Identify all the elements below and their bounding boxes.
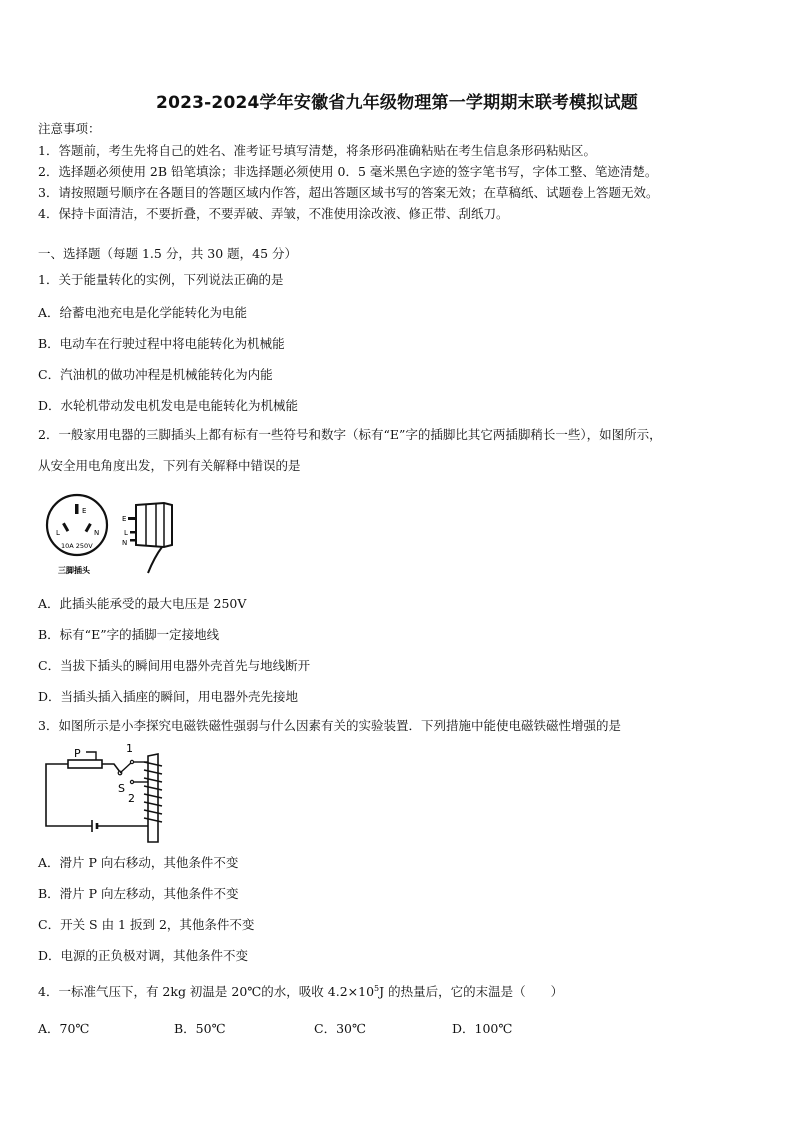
q2-option-c: C．当拔下插头的瞬间用电器外壳首先与地线断开 — [38, 658, 311, 673]
q2-option-b: B．标有“E”字的插脚一定接地线 — [38, 627, 220, 642]
q3-stem: 3．如图所示是小李探究电磁铁磁性强弱与什么因素有关的实验装置．下列措施中能使电磁铁磁性增强的是 — [38, 718, 621, 733]
notice-item-1: 1．答题前，考生先将自己的姓名、准考证号填写清楚，将条形码准确粘贴在考生信息条形码粘贴区。 — [38, 143, 596, 158]
wire-top — [102, 764, 120, 772]
pin-n-slot — [85, 523, 92, 532]
q4-option-b: B．50℃ — [174, 1021, 226, 1036]
wire-left — [46, 764, 92, 826]
pin-e-label: E — [82, 507, 87, 515]
label-2: 2 — [128, 792, 135, 805]
switch-blade — [120, 762, 132, 773]
rheostat — [68, 760, 102, 768]
q3-option-b: B．滑片 P 向左移动，其他条件不变 — [38, 886, 239, 901]
q3-option-d: D．电源的正负极对调，其他条件不变 — [38, 948, 249, 963]
figure-caption: 三脚插头 — [58, 566, 90, 575]
pin-e-side — [128, 517, 136, 520]
q1-stem: 1．关于能量转化的实例，下列说法正确的是 — [38, 272, 284, 287]
q2-option-a: A．此插头能承受的最大电压是 250V — [38, 596, 247, 611]
q2-stem-line2: 从安全用电角度出发，下列有关解释中错误的是 — [38, 458, 301, 473]
pin-l-side — [130, 531, 136, 534]
label-1: 1 — [126, 742, 133, 755]
plug-body-side — [136, 503, 172, 547]
q4-stem-part-a: 4．一标准气压下，有 2kg 初温是 20℃的水，吸收 — [38, 984, 328, 999]
q1-option-c: C．汽油机的做功冲程是机械能转化为内能 — [38, 367, 273, 382]
side-n-label: N — [122, 539, 128, 547]
q4-stem-value: 4.2×10 — [327, 984, 375, 999]
q4-stem-unit: J — [379, 984, 385, 999]
q4-option-a: A．70℃ — [38, 1021, 90, 1036]
three-pin-plug-figure — [44, 493, 184, 585]
side-l-label: L — [124, 529, 128, 537]
pin-l-label: L — [56, 529, 60, 537]
label-p: P — [74, 747, 81, 760]
notice-item-3: 3．请按照题号顺序在各题目的答题区域内作答，超出答题区域书写的答案无效；在草稿纸、试题卷上答题无效。 — [38, 185, 659, 200]
notice-item-4: 4．保持卡面清洁，不要折叠，不要弄破、弄皱，不准使用涂改液、修正带、刮纸刀。 — [38, 206, 509, 221]
q3-option-a: A．滑片 P 向右移动，其他条件不变 — [38, 855, 239, 870]
iron-core — [148, 754, 158, 842]
pin-n-label: N — [94, 529, 100, 537]
q4-stem-part-b: 的热量后，它的末温是（ ） — [384, 984, 564, 999]
q1-option-a: A．给蓄电池充电是化学能转化为电能 — [38, 305, 248, 320]
q4-option-d: D．100℃ — [452, 1021, 513, 1036]
electromagnet-circuit-figure — [40, 740, 180, 846]
page-title: 2023-2024学年安徽省九年级物理第一学期期末联考模拟试题 — [156, 93, 638, 113]
q2-stem-line1: 2．一般家用电器的三脚插头上都有标有一些符号和数字（标有“E”字的插脚比其它两插脚稍长一些），如图所示， — [38, 427, 662, 442]
q2-option-d: D．当插头插入插座的瞬间，用电器外壳先接地 — [38, 689, 299, 704]
q1-option-b: B．电动车在行驶过程中将电能转化为机械能 — [38, 336, 285, 351]
q4-stem — [38, 984, 563, 1000]
notice-heading: 注意事项： — [38, 121, 101, 136]
plug-cord — [148, 547, 162, 573]
side-e-label: E — [122, 515, 127, 523]
slider-arrow — [86, 752, 96, 760]
label-s: S — [118, 782, 125, 795]
q3-option-c: C．开关 S 由 1 扳到 2，其他条件不变 — [38, 917, 255, 932]
q4-options-row — [38, 1019, 638, 1037]
pin-l-slot — [62, 523, 69, 532]
pin-n-side — [130, 539, 136, 542]
q1-option-d: D．水轮机带动发电机发电是电能转化为机械能 — [38, 398, 299, 413]
notice-item-2: 2．选择题必须使用 2B 铅笔填涂；非选择题必须使用 0．5 毫米黑色字迹的签字笔书写，字体工整、笔迹清楚。 — [38, 164, 658, 179]
q4-stem-exponent: 5 — [374, 983, 380, 993]
q4-option-c: C．30℃ — [314, 1021, 366, 1036]
pin-e-slot — [75, 504, 79, 514]
rating-label: 10A 250V — [61, 542, 93, 550]
section-heading: 一、选择题（每题 1.5 分，共 30 题，45 分） — [38, 246, 298, 261]
